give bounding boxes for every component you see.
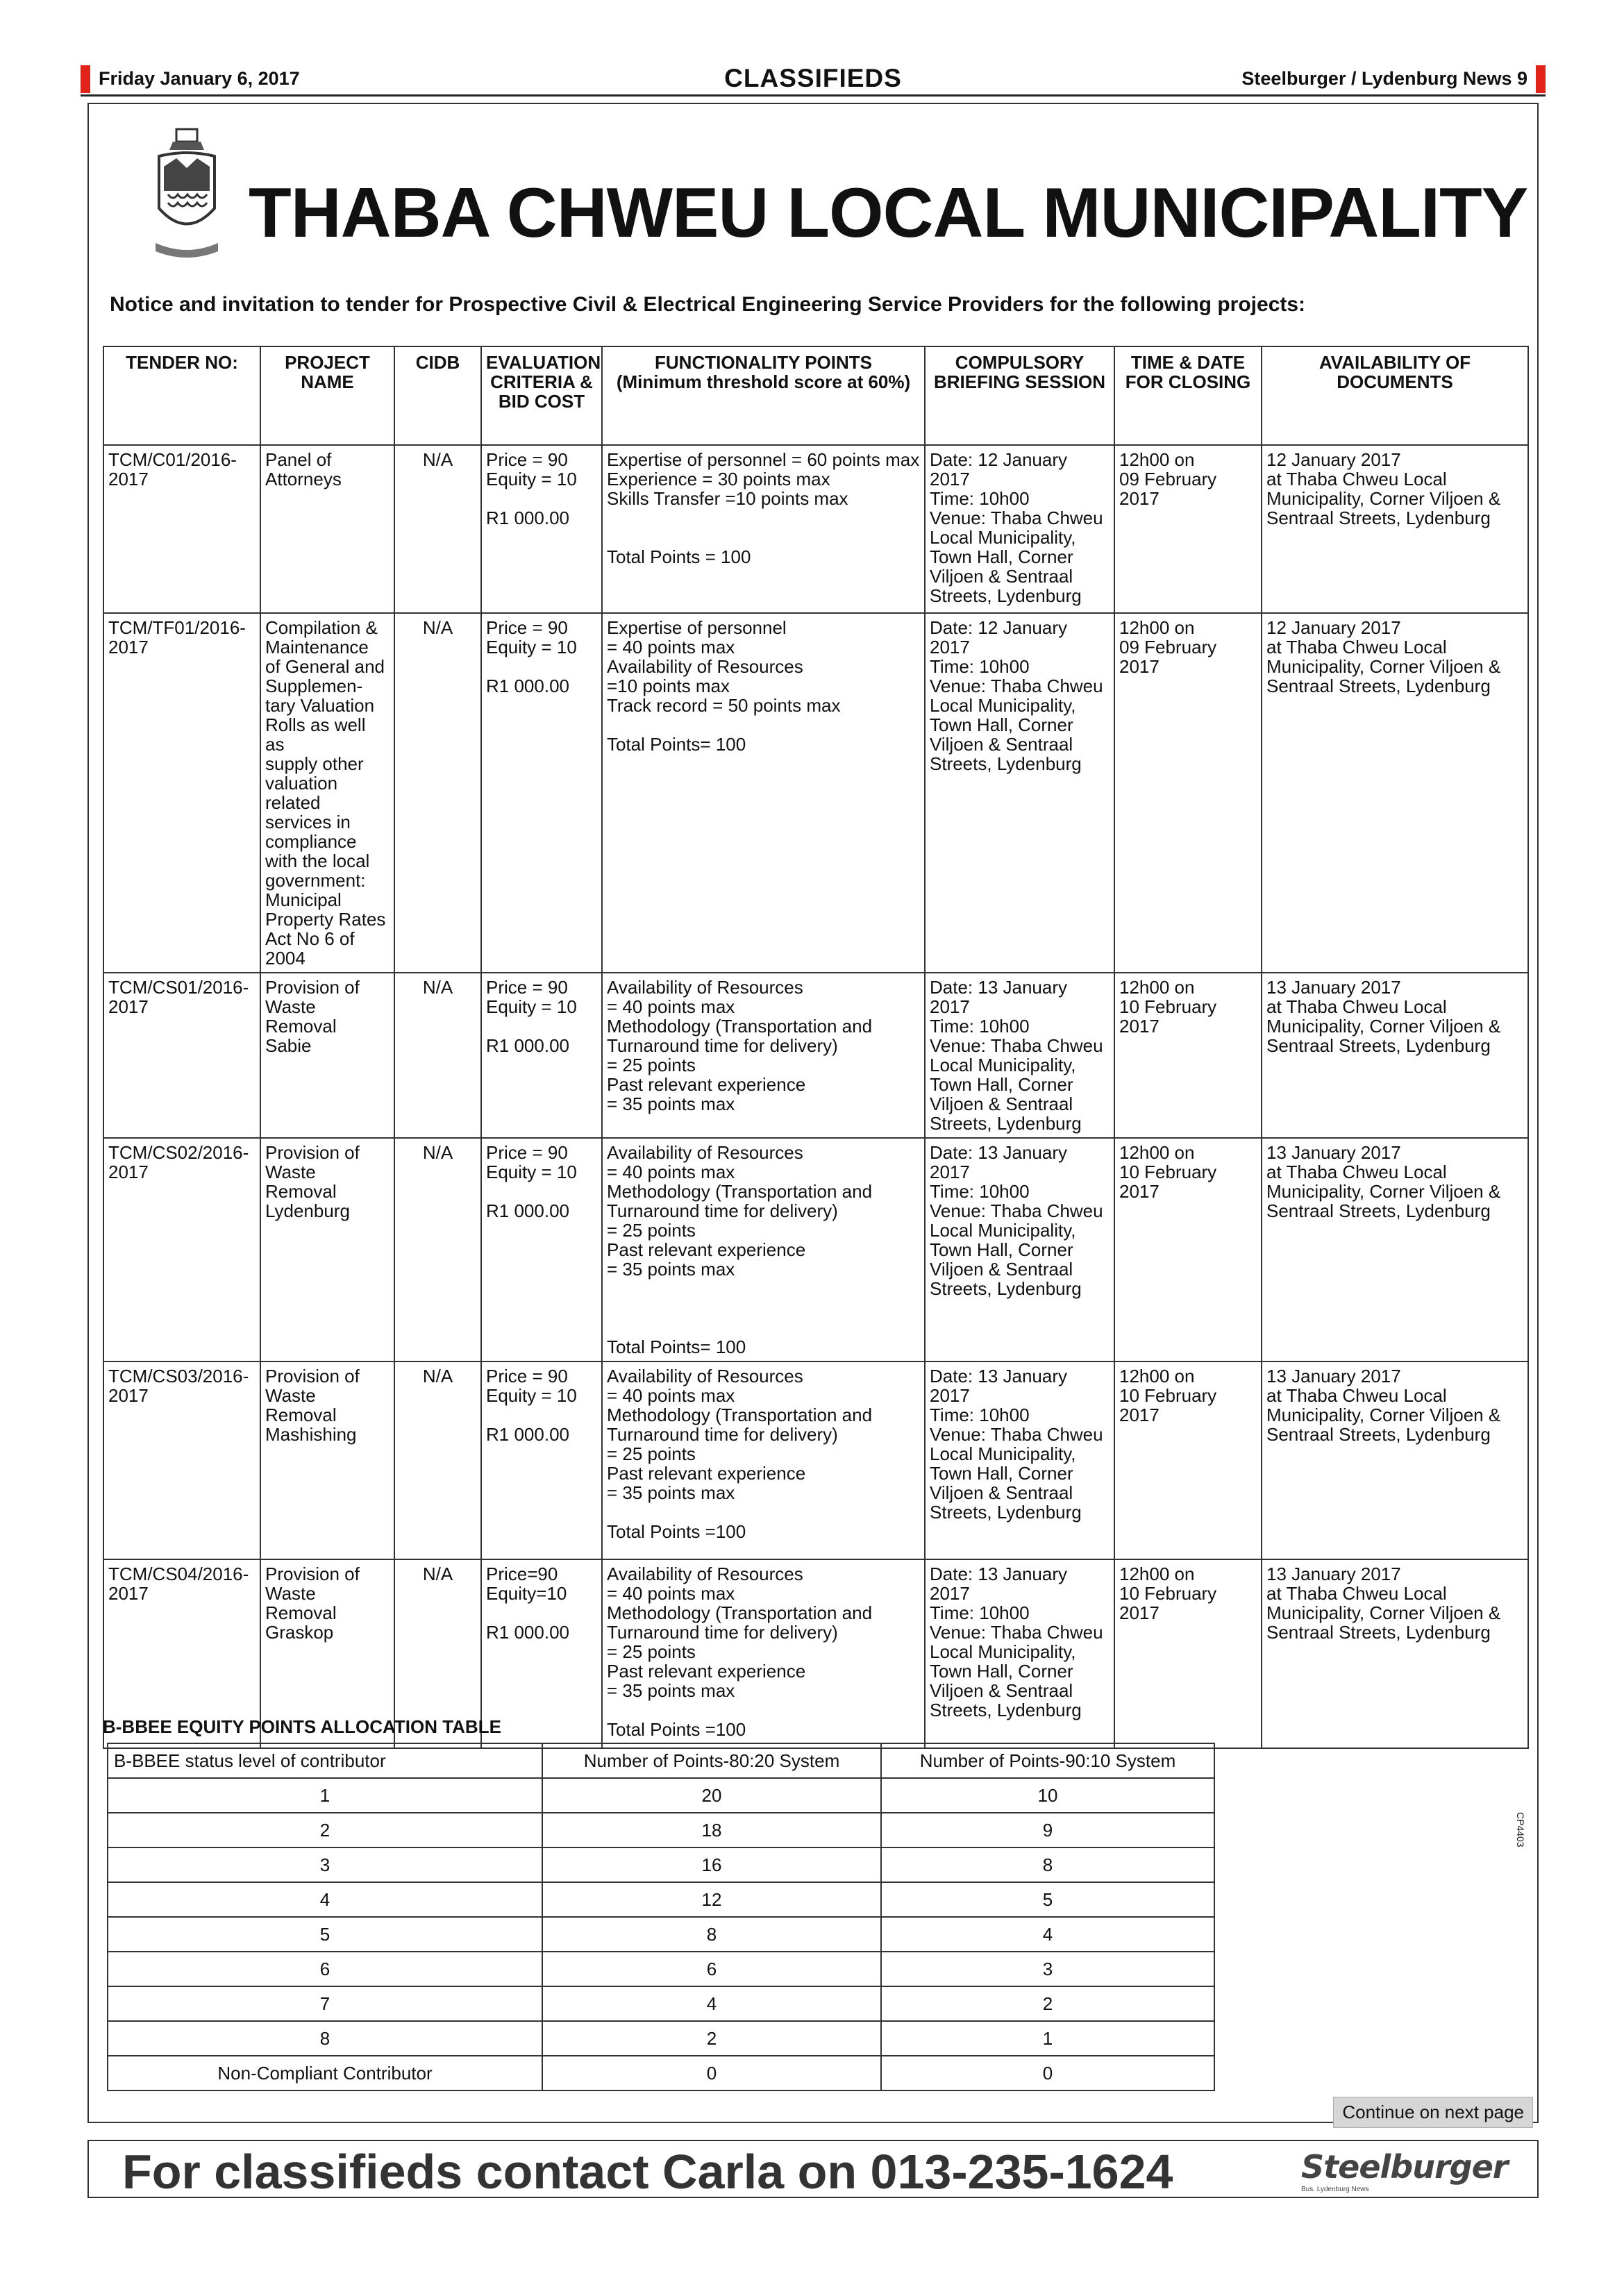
advert-reference-code: CP4403	[1515, 1812, 1526, 1847]
points-80-20: 6	[542, 1952, 881, 1986]
table-row	[103, 973, 1528, 1138]
continue-note: Continue on next page	[1333, 2097, 1533, 2128]
points-90-10: 10	[881, 1778, 1214, 1813]
bbbee-heading: B-BBEE EQUITY POINTS ALLOCATION TABLE	[103, 1716, 501, 1737]
contributor-level: 1	[108, 1778, 542, 1813]
project-name: Provision of Waste Removal Graskop	[260, 1559, 394, 1748]
points-80-20: 4	[542, 1986, 881, 2021]
table-row	[108, 2056, 1214, 2090]
tender-number: TCM/CS02/2016- 2017	[103, 1138, 260, 1361]
points-80-20: 18	[542, 1813, 881, 1847]
table-row	[108, 1778, 1214, 1813]
contributor-level: 5	[108, 1917, 542, 1952]
table-row	[103, 613, 1528, 973]
bbbee-header-row	[108, 1743, 1214, 1778]
tender-number: TCM/CS03/2016- 2017	[103, 1361, 260, 1559]
table-row	[108, 1813, 1214, 1847]
column-header: TENDER NO:	[103, 346, 260, 445]
table-row	[108, 1917, 1214, 1952]
evaluation-criteria: Price = 90 Equity = 10 R1 000.00	[481, 613, 602, 973]
points-90-10: 5	[881, 1882, 1214, 1917]
briefing-session: Date: 12 January 2017 Time: 10h00 Venue: Thaba Chweu Local Municipality, Town Hall, Corner Viljoen & Sentraal Streets, Lydenburg	[925, 445, 1114, 613]
points-80-20: 2	[542, 2021, 881, 2056]
tender-notice: Notice and invitation to tender for Prospective Civil & Electrical Engineering Service Providers for the following projects:	[110, 293, 1306, 316]
logo-subtitle: Bus. Lydenburg News	[1301, 2186, 1369, 2193]
document-availability: 12 January 2017 at Thaba Chweu Local Municipality, Corner Viljoen & Sentraal Streets, Lydenburg	[1262, 445, 1528, 613]
points-90-10: 1	[881, 2021, 1214, 2056]
table-row	[108, 1882, 1214, 1917]
cidb-grade: N/A	[394, 973, 481, 1138]
municipality-title: THABA CHWEU LOCAL MUNICIPALITY	[249, 174, 1528, 252]
evaluation-criteria: Price = 90 Equity = 10 R1 000.00	[481, 445, 602, 613]
header-accent-bar-right	[1536, 65, 1546, 93]
project-name: Panel of Attorneys	[260, 445, 394, 613]
contributor-level: 2	[108, 1813, 542, 1847]
column-header: B-BBEE status level of contributor	[108, 1743, 542, 1778]
contributor-level: 8	[108, 2021, 542, 2056]
table-row	[103, 1138, 1528, 1361]
table-row	[108, 1847, 1214, 1882]
table-row	[108, 2021, 1214, 2056]
classifieds-contact: For classifieds contact Carla on 013-235-1624	[122, 2145, 1173, 2199]
column-header: COMPULSORY BRIEFING SESSION	[925, 346, 1114, 445]
points-80-20: 8	[542, 1917, 881, 1952]
functionality-points: Availability of Resources = 40 points max Methodology (Transportation and Turnaround time for delivery) = 25 points Past relevant experience = 35 points max Total Points =100	[602, 1559, 925, 1748]
points-80-20: 16	[542, 1847, 881, 1882]
points-90-10: 9	[881, 1813, 1214, 1847]
logo-name: Steelburger	[1301, 2148, 1508, 2186]
evaluation-criteria: Price = 90 Equity = 10 R1 000.00	[481, 1361, 602, 1559]
closing-time: 12h00 on 10 February 2017	[1114, 973, 1262, 1138]
points-80-20: 0	[542, 2056, 881, 2090]
table-row	[103, 445, 1528, 613]
briefing-session: Date: 13 January 2017 Time: 10h00 Venue: Thaba Chweu Local Municipality, Town Hall, Corner Viljoen & Sentraal Streets, Lydenburg	[925, 1138, 1114, 1361]
steelburger-logo	[1301, 2148, 1508, 2193]
municipality-advert	[87, 103, 1539, 2123]
column-header: FUNCTIONALITY POINTS (Minimum threshold score at 60%)	[602, 346, 925, 445]
points-90-10: 4	[881, 1917, 1214, 1952]
briefing-session: Date: 12 January 2017 Time: 10h00 Venue: Thaba Chweu Local Municipality, Town Hall, Corner Viljoen & Sentraal Streets, Lydenburg	[925, 613, 1114, 973]
closing-time: 12h00 on 10 February 2017	[1114, 1361, 1262, 1559]
closing-time: 12h00 on 09 February 2017	[1114, 613, 1262, 973]
functionality-points: Expertise of personnel = 40 points max Availability of Resources =10 points max Track record = 50 points max Total Points= 100	[602, 613, 925, 973]
column-header: AVAILABILITY OF DOCUMENTS	[1262, 346, 1528, 445]
column-header: CIDB	[394, 346, 481, 445]
cidb-grade: N/A	[394, 1559, 481, 1748]
classifieds-footer	[87, 2140, 1539, 2198]
tender-number: TCM/TF01/2016- 2017	[103, 613, 260, 973]
closing-time: 12h00 on 09 February 2017	[1114, 445, 1262, 613]
points-90-10: 8	[881, 1847, 1214, 1882]
cidb-grade: N/A	[394, 1138, 481, 1361]
document-availability: 13 January 2017 at Thaba Chweu Local Municipality, Corner Viljoen & Sentraal Streets, Lydenburg	[1262, 1361, 1528, 1559]
project-name: Provision of Waste Removal Lydenburg	[260, 1138, 394, 1361]
column-header: Number of Points-90:10 System	[881, 1743, 1214, 1778]
document-availability: 13 January 2017 at Thaba Chweu Local Municipality, Corner Viljoen & Sentraal Streets, Lydenburg	[1262, 1559, 1528, 1748]
briefing-session: Date: 13 January 2017 Time: 10h00 Venue: Thaba Chweu Local Municipality, Town Hall, Corner Viljoen & Sentraal Streets, Lydenburg	[925, 1559, 1114, 1748]
contributor-level: 6	[108, 1952, 542, 1986]
evaluation-criteria: Price = 90 Equity = 10 R1 000.00	[481, 973, 602, 1138]
tender-number: TCM/C01/2016- 2017	[103, 445, 260, 613]
document-availability: 13 January 2017 at Thaba Chweu Local Municipality, Corner Viljoen & Sentraal Streets, Lydenburg	[1262, 1138, 1528, 1361]
tender-table	[103, 346, 1529, 1749]
column-header: TIME & DATE FOR CLOSING	[1114, 346, 1262, 445]
contributor-level: 7	[108, 1986, 542, 2021]
functionality-points: Availability of Resources = 40 points max Methodology (Transportation and Turnaround time for delivery) = 25 points Past relevant experience = 35 points max Total Points= 100	[602, 1138, 925, 1361]
briefing-session: Date: 13 January 2017 Time: 10h00 Venue: Thaba Chweu Local Municipality, Town Hall, Corner Viljoen & Sentraal Streets, Lydenburg	[925, 973, 1114, 1138]
contributor-level: 4	[108, 1882, 542, 1917]
functionality-points: Availability of Resources = 40 points max Methodology (Transportation and Turnaround time for delivery) = 25 points Past relevant experience = 35 points max Total Points =100	[602, 1361, 925, 1559]
tender-table-header	[103, 346, 1528, 445]
points-80-20: 12	[542, 1882, 881, 1917]
cidb-grade: N/A	[394, 613, 481, 973]
contributor-level: 3	[108, 1847, 542, 1882]
closing-time: 12h00 on 10 February 2017	[1114, 1559, 1262, 1748]
project-name: Provision of Waste Removal Sabie	[260, 973, 394, 1138]
project-name: Compilation & Maintenance of General and Supplemen- tary Valuation Rolls as well as supply other valuation related services in compliance with the local government: Municipal Property Rates Act No 6 of 2004	[260, 613, 394, 973]
functionality-points: Availability of Resources = 40 points max Methodology (Transportation and Turnaround time for delivery) = 25 points Past relevant experience = 35 points max	[602, 973, 925, 1138]
column-header: EVALUATION CRITERIA & BID COST	[481, 346, 602, 445]
municipal-crest-icon	[149, 125, 225, 264]
column-header: PROJECT NAME	[260, 346, 394, 445]
bbbee-table	[107, 1743, 1215, 2091]
points-80-20: 20	[542, 1778, 881, 1813]
project-name: Provision of Waste Removal Mashishing	[260, 1361, 394, 1559]
table-row	[108, 1986, 1214, 2021]
document-availability: 13 January 2017 at Thaba Chweu Local Municipality, Corner Viljoen & Sentraal Streets, Lydenburg	[1262, 973, 1528, 1138]
issue-date: Friday January 6, 2017	[99, 68, 300, 89]
closing-time: 12h00 on 10 February 2017	[1114, 1138, 1262, 1361]
points-90-10: 0	[881, 2056, 1214, 2090]
section-title: CLASSIFIEDS	[724, 64, 902, 92]
evaluation-criteria: Price = 90 Equity = 10 R1 000.00	[481, 1138, 602, 1361]
contributor-level: Non-Compliant Contributor	[108, 2056, 542, 2090]
briefing-session: Date: 13 January 2017 Time: 10h00 Venue: Thaba Chweu Local Municipality, Town Hall, Corner Viljoen & Sentraal Streets, Lydenburg	[925, 1361, 1114, 1559]
paper-name-page: Steelburger / Lydenburg News 9	[1241, 68, 1527, 89]
table-row	[108, 1952, 1214, 1986]
points-90-10: 3	[881, 1952, 1214, 1986]
cidb-grade: N/A	[394, 445, 481, 613]
document-availability: 12 January 2017 at Thaba Chweu Local Municipality, Corner Viljoen & Sentraal Streets, Lydenburg	[1262, 613, 1528, 973]
tender-number: TCM/CS01/2016- 2017	[103, 973, 260, 1138]
column-header: Number of Points-80:20 System	[542, 1743, 881, 1778]
tender-number: TCM/CS04/2016- 2017	[103, 1559, 260, 1748]
evaluation-criteria: Price=90 Equity=10 R1 000.00	[481, 1559, 602, 1748]
cidb-grade: N/A	[394, 1361, 481, 1559]
page-header	[81, 64, 1546, 97]
points-90-10: 2	[881, 1986, 1214, 2021]
table-row	[103, 1361, 1528, 1559]
functionality-points: Expertise of personnel = 60 points max Experience = 30 points max Skills Transfer =10 points max Total Points = 100	[602, 445, 925, 613]
